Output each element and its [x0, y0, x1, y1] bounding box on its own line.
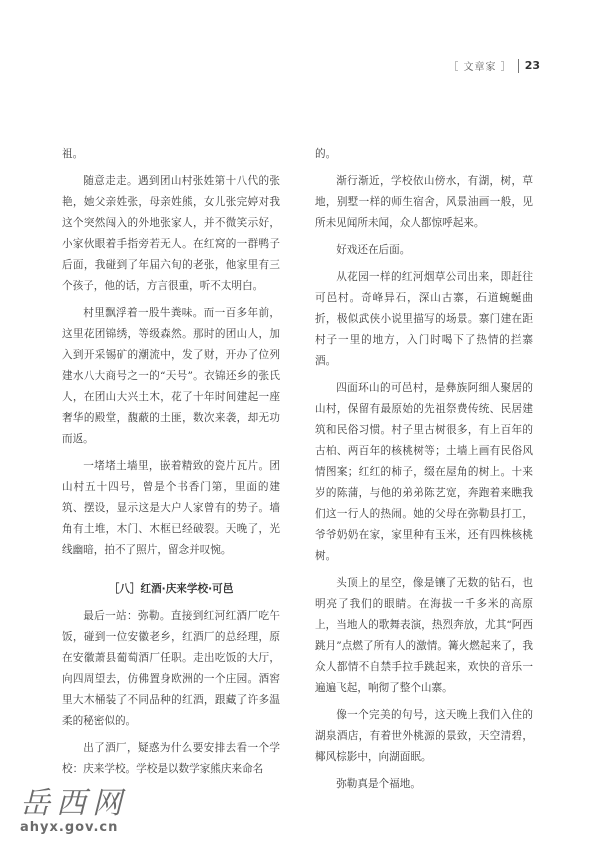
paragraph: 随意走走。遇到团山村张姓第十八代的张艳，她父亲姓张，母亲姓熊，女儿张完婷对我这个突然闯入的外地张家人，并不微笑示好，小家伙眼着手指旁若无人。在红窝的一群鸭子后面，我碰到了年届六旬的老张，他家里有三个孩子，他的话，方言很重，听不太明白。 [62, 175, 280, 292]
running-header [448, 58, 540, 73]
paragraph: 渐行渐近，学校依山傍水，有湖，树，草地，别墅一样的师生宿舍，风景油画一般，见所未见闻所未闻，众人都惊呼起来。 [315, 175, 533, 229]
paragraph: 像一个完美的句号，这天晚上我们入住的湖泉酒店，有着世外桃源的景致，天空清碧，椰风棕影中，向湖面眠。 [315, 709, 533, 763]
section-heading: ［八］红酒·庆来学校·可邑 [108, 583, 234, 595]
site-watermark [20, 788, 128, 835]
paragraph: 村里飘浮着一股牛粪味。而一百多年前，这里花团锦绣，等级森然。那时的团山人，加入到开采锡矿的潮流中，发了财，开办了位列建水八大商号之一的“天号”。衣锦还乡的张氏人，在团山大兴土木，花了十年时间建起一座奢华的殿堂，馥蔽的土匪，数次来袭，却无功而返。 [62, 307, 280, 445]
header-divider [518, 59, 519, 73]
paragraph: 头顶上的星空，像是镶了无数的钻石，也明亮了我们的眼睛。在海拔一千多米的高原上，当地人的歌舞表演，热烈奔放，尤其“阿西跳月”点燃了所有人的激情。篝火燃起来了，我众人都情不自禁手拉手跳起来，欢快的音乐一遍遍飞起，响彻了整个山寨。 [315, 577, 533, 694]
paragraph: 一堵堵土墙里，嵌着精致的瓷片瓦片。团山村五十四号，曾是个书香门第，里面的建筑、摆设，显示这是大户人家曾有的势子。墙角有土堆，木门、木框已经破裂。天晚了，光线幽暗，拍不了照片，留念并叹惋。 [62, 460, 280, 556]
watermark-logo: 岳西网 [20, 786, 128, 821]
paragraph: 祖。 [62, 148, 84, 160]
watermark-url: ahyx.gov.cn [20, 820, 119, 835]
left-column [62, 144, 280, 786]
section-label: ［ 文章家 ］ [448, 62, 512, 73]
paragraph: 的。 [315, 148, 337, 160]
right-column [315, 144, 533, 801]
page-number: 23 [524, 59, 540, 72]
paragraph: 好戏还在后面。 [336, 244, 411, 256]
paragraph: 从花园一样的红河烟草公司出来，即赶往可邑村。奇峰异石，深山古寨，石道蜿蜒曲折，极似武侠小说里描写的场景。寨门建在距村子一里的地方，入门时喝下了热情的拦寨酒。 [315, 271, 533, 367]
paragraph: 最后一站：弥勒。直接到红河红酒厂吃午饭，碰到一位安徽老乡，红酒厂的总经理，原在安徽萧县葡萄酒厂任职。走出吃饭的大厅，向四周望去，仿佛置身欧洲的一个庄园。酒窖里大木桶装了不同品种的红酒，跟藏了许多温柔的秘密似的。 [62, 610, 280, 727]
paragraph: 出了酒厂，疑惑为什么要安排去看一个学校：庆来学校。学校是以数学家熊庆来命名 [62, 742, 280, 775]
paragraph: 弥勒真是个福地。 [336, 778, 421, 790]
paragraph: 四面环山的可邑村，是彝族阿细人聚居的山村，保留有最原始的先祖祭费传统、民居建筑和民俗习惯。村子里古树很多，有上百年的古柏、两百年的核桃树等；土墙上画有民俗风情图案；红红的柿子，缀在屋角的树上。十来岁的陈蒲，与他的弟弟陈艺宽，奔跑着来瞧我们这一行人的热闹。她的父母在弥勒县打工，爷爷奶奶在家，家里种有玉米，还有四株核桃树。 [315, 382, 533, 562]
